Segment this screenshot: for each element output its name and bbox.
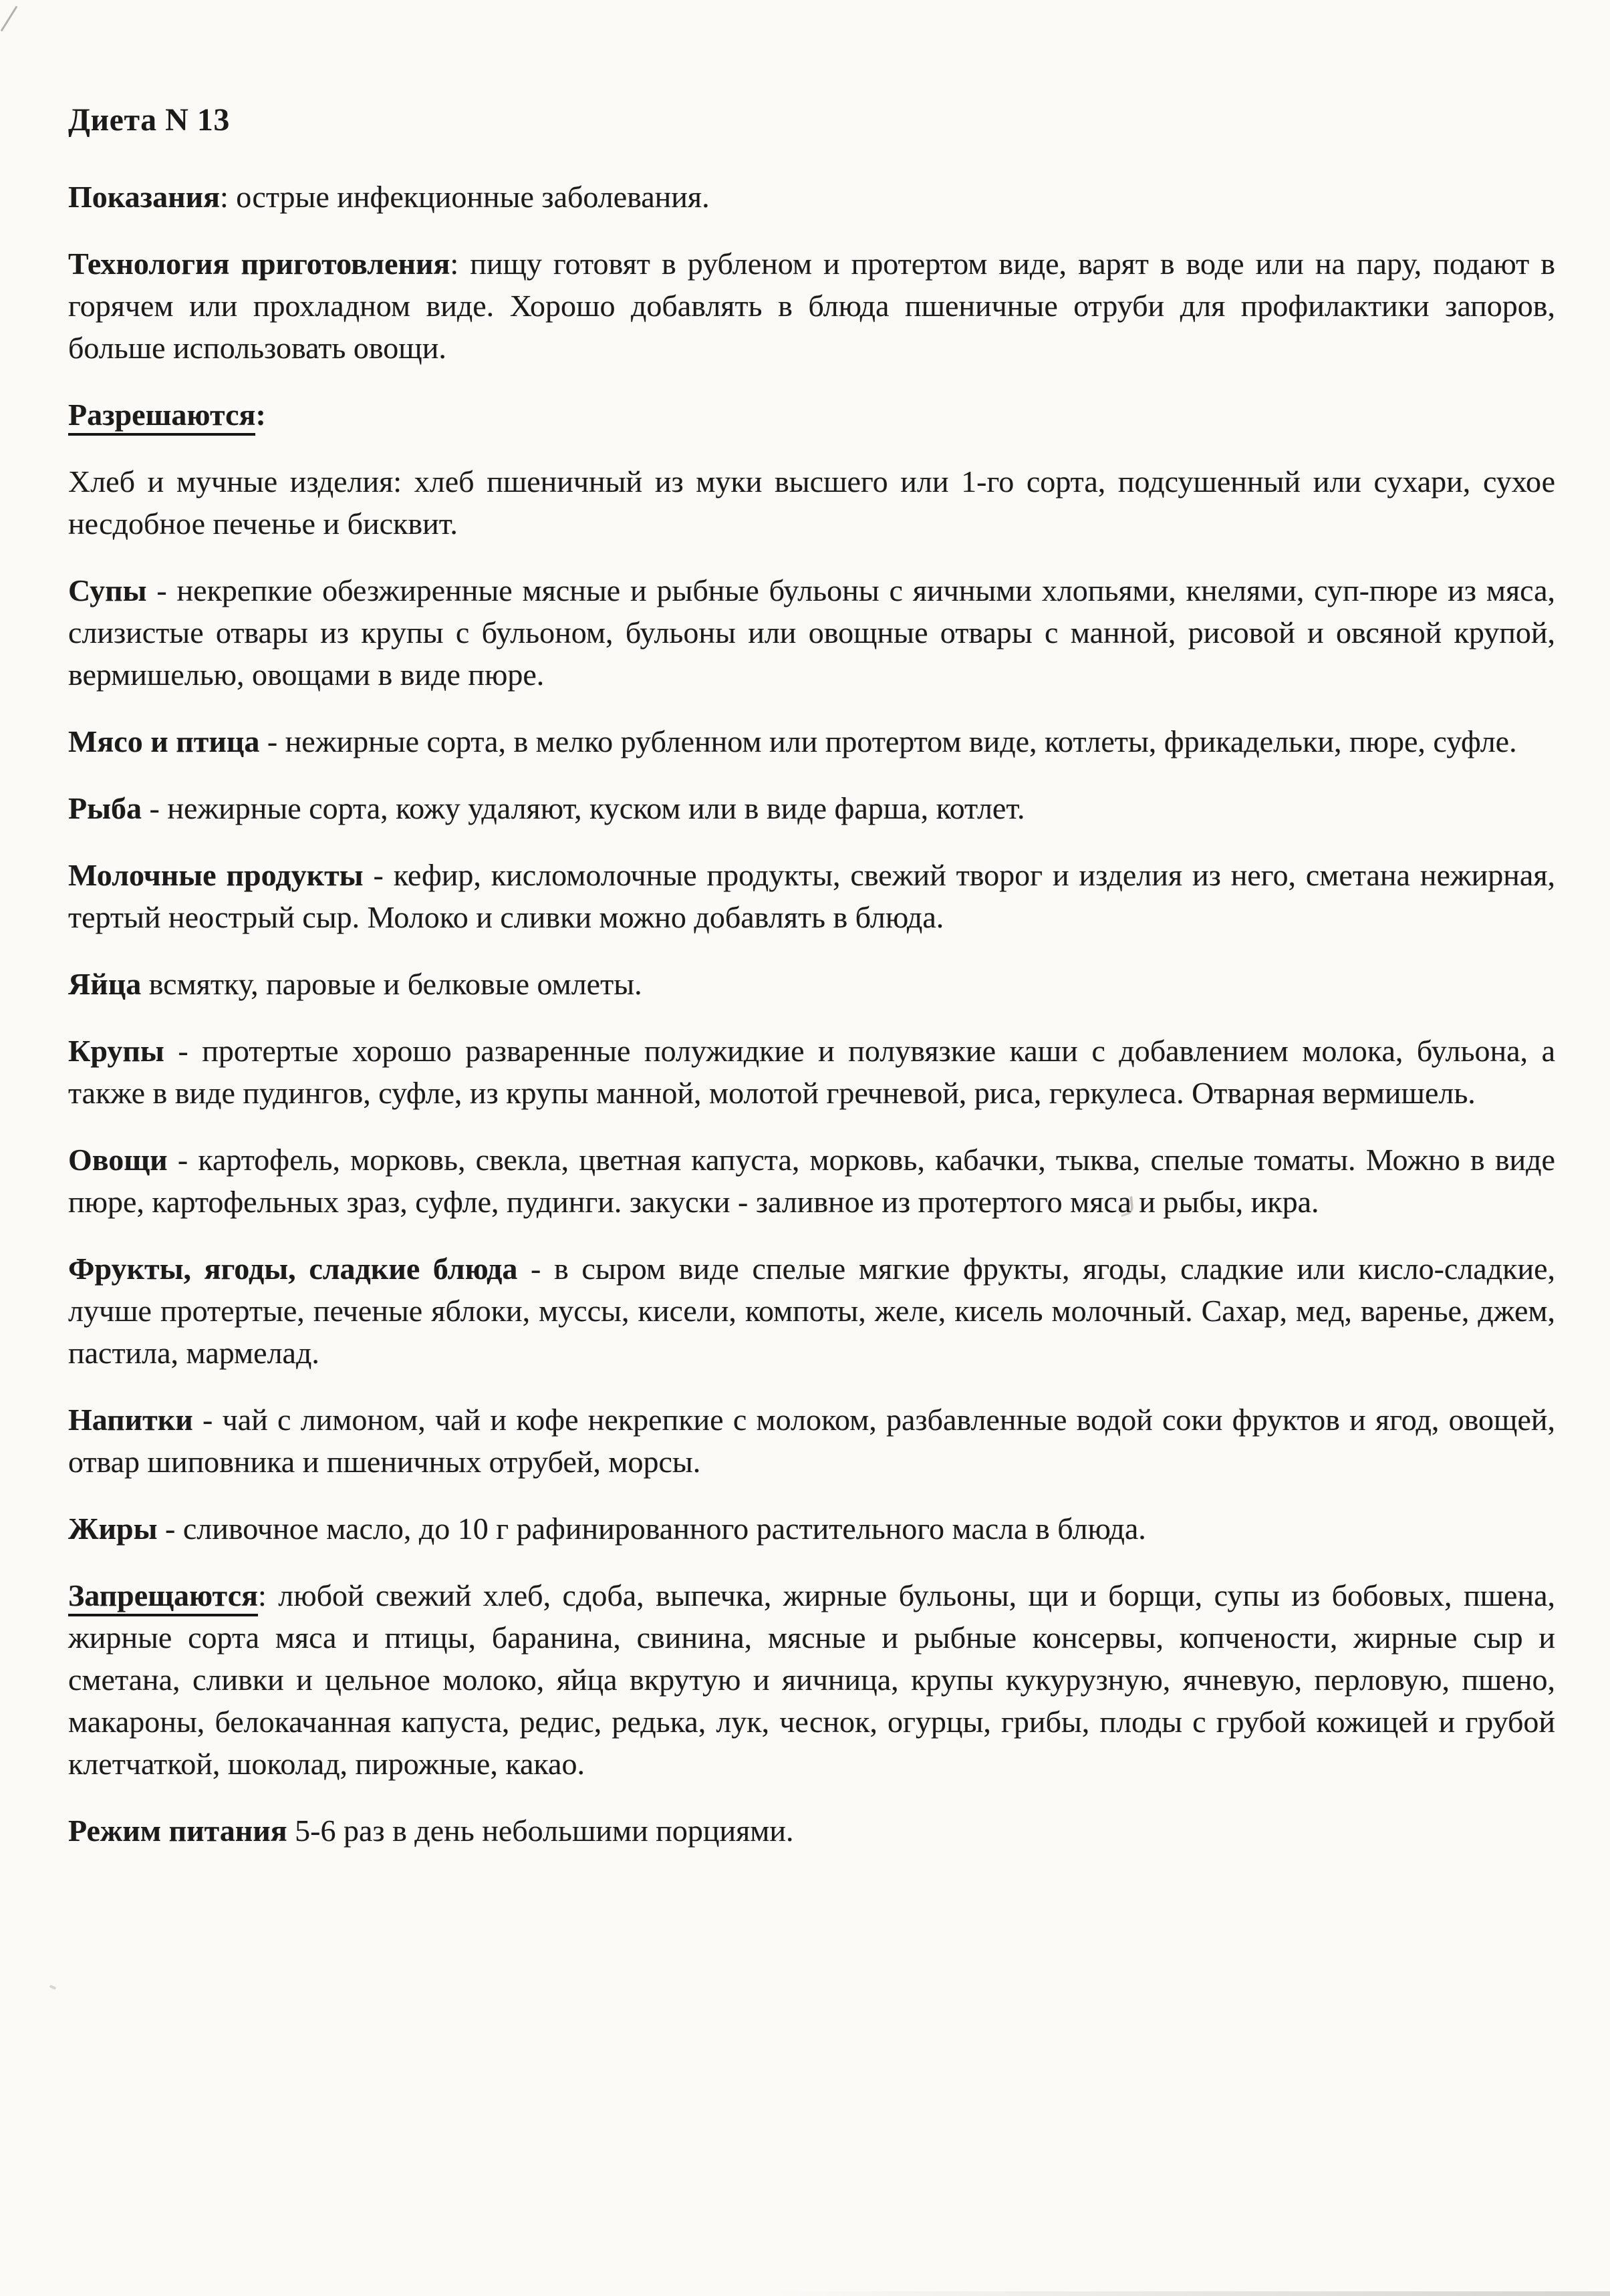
paragraph-lead: Технология приготовления bbox=[68, 247, 450, 281]
paragraph-yaytsa bbox=[68, 963, 1555, 1005]
paragraph-text: всмятку, паровые и белковые омлеты. bbox=[148, 967, 642, 1001]
paragraph-text: чай с лимоном, чай и кофе некрепкие с молоком, разбавленные водой соки фруктов и ягод, овощей, отвар шиповника и пшеничных отрубей, морсы. bbox=[68, 1403, 1555, 1479]
paragraph-molochnye-produkty bbox=[68, 854, 1555, 938]
paragraph-pokazaniya bbox=[68, 176, 1555, 218]
paragraph-text: сливочное масло, до 10 г рафинированного растительного масла в блюда. bbox=[182, 1512, 1146, 1546]
paragraph-lead: Овощи bbox=[68, 1143, 168, 1177]
paragraph-lead: Режим питания bbox=[68, 1814, 287, 1848]
paragraph-text: Хлеб и мучные изделия: хлеб пшеничный из муки высшего или 1-го сорта, подсушенный или сухари, сухое несдобное печенье и бисквит. bbox=[68, 464, 1555, 541]
paragraph-text: нежирные сорта, в мелко рубленном или протертом виде, котлеты, фрикадельки, пюре, суфле. bbox=[285, 724, 1517, 758]
paragraph-lead: Жиры bbox=[68, 1512, 158, 1546]
paragraph-frukty-yagody-sladkie-blyuda bbox=[68, 1248, 1555, 1374]
paragraph-text: картофель, морковь, свекла, цветная капуста, морковь, кабачки, тыква, спелые томаты. Можно в виде пюре, картофельных зраз, суфле, пудинги. закуски - заливное из протертого мяса и рыбы, икра. bbox=[68, 1143, 1555, 1219]
paragraph-supy bbox=[68, 569, 1555, 696]
paragraph-separator: : bbox=[219, 180, 237, 214]
paragraph-lead: Крупы bbox=[68, 1034, 164, 1068]
paragraph-lead: Напитки bbox=[68, 1403, 193, 1437]
paragraph-separator: : bbox=[450, 247, 471, 281]
paragraph-separator bbox=[141, 967, 149, 1001]
heading-razreshayutsya bbox=[68, 394, 1555, 436]
paragraph-separator: : bbox=[255, 398, 266, 432]
document-title: Диета N 13 bbox=[68, 102, 230, 138]
paragraph-text: некрепкие обезжиренные мясные и рыбные бульоны с яичными хлопьями, кнелями, суп-пюре из мяса, слизистые отвары из крупы с бульоном, бульоны или овощные отвары с манной, рисовой и овсяной крупой, вермишелью, овощами в виде пюре. bbox=[68, 573, 1555, 692]
paragraph-tekhnologiya-prigotovleniya bbox=[68, 243, 1555, 369]
paragraph-separator: - bbox=[146, 573, 177, 607]
paragraph-separator: - bbox=[192, 1403, 223, 1437]
paragraph-text: в сыром виде спелые мягкие фрукты, ягоды, сладкие или кисло-сладкие, лучше протертые, печеные яблоки, муссы, кисели, компоты, желе, кисель молочный. Сахар, мед, варенье, джем, пастила, мармелад. bbox=[68, 1252, 1555, 1370]
paragraph-text: острые инфекционные заболевания. bbox=[236, 180, 710, 214]
paragraph-zhiry bbox=[68, 1508, 1555, 1550]
paragraph-lead: Показания bbox=[68, 180, 220, 214]
paragraph-separator: - bbox=[142, 791, 168, 825]
paragraph-text: нежирные сорта, кожу удаляют, куском или в виде фарша, котлет. bbox=[167, 791, 1025, 825]
paragraph-separator bbox=[287, 1814, 295, 1848]
paragraph-myaso-i-ptitsa bbox=[68, 720, 1555, 762]
paragraph-khleb-i-muchnye-izdeliya bbox=[68, 460, 1555, 545]
paragraph-lead: Мясо и птица bbox=[68, 724, 260, 758]
paragraph-ovoshchi bbox=[68, 1139, 1555, 1223]
paragraph-zapreshchayutsya bbox=[68, 1574, 1555, 1785]
paragraph-separator: - bbox=[517, 1252, 555, 1286]
paragraph-separator: : bbox=[258, 1578, 279, 1612]
paragraph-napitki bbox=[68, 1399, 1555, 1483]
paragraph-separator: - bbox=[164, 1034, 203, 1068]
paragraph-separator: - bbox=[363, 858, 394, 892]
paragraph-krupy bbox=[68, 1030, 1555, 1114]
paragraph-text: 5-6 раз в день небольшими порциями. bbox=[295, 1814, 794, 1848]
paragraph-separator: - bbox=[157, 1512, 183, 1546]
paragraph-lead: Молочные продукты bbox=[68, 858, 364, 892]
paragraph-text: любой свежий хлеб, сдоба, выпечка, жирные бульоны, щи и борщи, супы из бобовых, пшена, жирные сорта мяса и птицы, баранина, свинина, мясные и рыбные консервы, копчености, жирные сыр и сметана, сливки и цельное молоко, яйца вкрутую и яичница, крупы кукурузную, ячневую, перловую, пшено, макароны, белокачанная капуста, редис, редька, лук, чеснок, огурцы, грибы, плоды с грубой кожицей и грубой клетчаткой, шоколад, пирожные, какао. bbox=[68, 1578, 1555, 1781]
paragraph-separator: - bbox=[167, 1143, 198, 1177]
paragraph-separator: - bbox=[259, 724, 285, 758]
paragraph-text: кефир, кисломолочные продукты, свежий творог и изделия из него, сметана нежирная, тертый неострый сыр. Молоко и сливки можно добавлять в блюда. bbox=[68, 858, 1555, 934]
paragraph-lead: Яйца bbox=[68, 967, 142, 1001]
paragraph-lead: Супы bbox=[68, 573, 147, 607]
paragraph-ryba bbox=[68, 787, 1555, 829]
paragraph-lead: Рыба bbox=[68, 791, 142, 825]
paragraph-rezhim-pitaniya bbox=[68, 1810, 1555, 1852]
paragraph-lead: Фрукты, ягоды, сладкие блюда bbox=[68, 1252, 518, 1286]
section-heading-label: Разрешаются bbox=[68, 398, 255, 436]
paragraph-text: протертые хорошо разваренные полужидкие и полувязкие каши с добавлением молока, бульона, а также в виде пудингов, суфле, из крупы манной, молотой гречневой, риса, геркулеса. Отварная вермишель. bbox=[68, 1034, 1555, 1110]
section-heading-label: Запрещаются bbox=[68, 1578, 258, 1616]
paragraph-text: пищу готовят в рубленом и протертом виде, варят в воде или на пару, подают в горячем или прохладном виде. Хорошо добавлять в блюда пшеничные отруби для профилактики запоров, больше использовать овощи. bbox=[68, 247, 1556, 365]
